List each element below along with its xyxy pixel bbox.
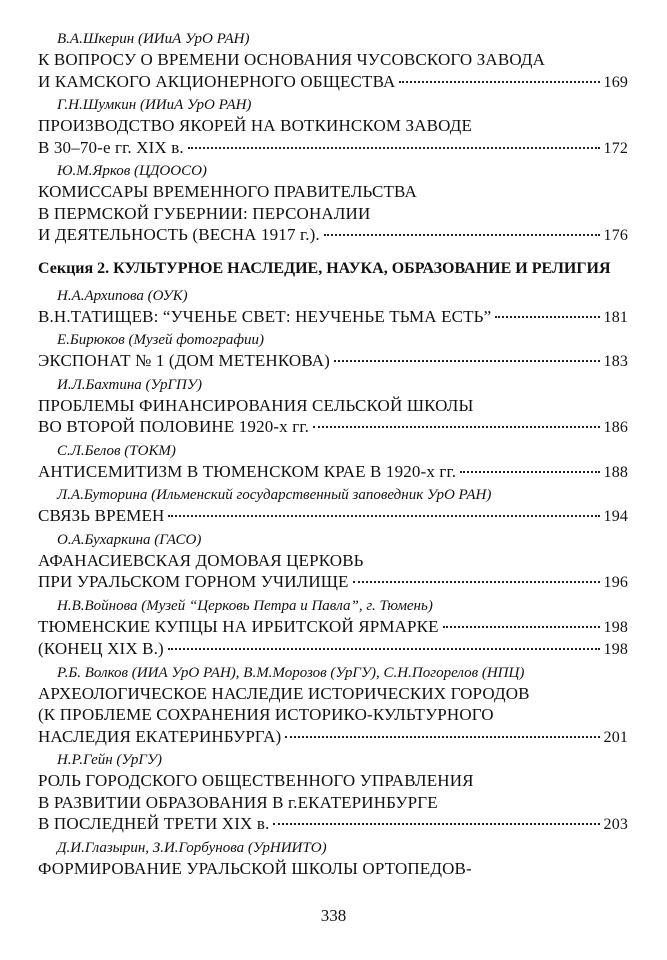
entry-title-text: ПРИ УРАЛЬСКОМ ГОРНОМ УЧИЛИЩЕ: [38, 572, 349, 591]
entry-author: В.А.Шкерин (ИИиА УрО РАН): [57, 31, 250, 47]
dot-leader: [188, 147, 600, 149]
entry-page-number: 198: [603, 641, 628, 658]
entry-title-line: [38, 71, 628, 94]
toc-entry: [38, 287, 628, 329]
entry-title-line: [38, 616, 628, 639]
dot-leader: [273, 823, 599, 825]
entry-title-line: [38, 350, 628, 373]
entry-title-line: ПРОБЛЕМЫ ФИНАНСИРОВАНИЯ СЕЛЬСКОЙ ШКОЛЫ: [38, 395, 474, 415]
entry-title-text: (КОНЕЦ XIX В.): [38, 639, 164, 658]
toc-entry: [38, 442, 628, 484]
entry-title-line: [38, 306, 628, 329]
entry-title-text: И КАМСКОГО АКЦИОНЕРНОГО ОБЩЕСТВА: [38, 71, 396, 91]
entry-title-text: И ДЕЯТЕЛЬНОСТЬ (ВЕСНА 1917 г.).: [38, 225, 320, 244]
dot-leader: [168, 515, 599, 517]
entry-title-line: В РАЗВИТИИ ОБРАЗОВАНИЯ В г.ЕКАТЕРИНБУРГЕ: [38, 792, 438, 812]
entry-author: Ю.М.Ярков (ЦДООСО): [57, 163, 207, 179]
entry-page-number: 203: [603, 816, 628, 833]
dot-leader: [324, 234, 600, 236]
entry-page-number: 198: [603, 618, 628, 636]
entry-page-number: 181: [603, 308, 628, 326]
dot-leader: [353, 581, 600, 583]
entry-title-text: В 30–70-е гг. XIX в.: [38, 137, 184, 157]
entry-title-line: КОМИССАРЫ ВРЕМЕННОГО ПРАВИТЕЛЬСТВА: [38, 182, 417, 201]
entry-title-line: АФАНАСИЕВСКАЯ ДОМОВАЯ ЦЕРКОВЬ: [38, 550, 364, 570]
entry-title-line: [38, 137, 628, 160]
entry-title-line: К ВОПРОСУ О ВРЕМЕНИ ОСНОВАНИЯ ЧУСОВСКОГО ЗАВОДА: [38, 50, 546, 69]
entry-title-line: [38, 505, 628, 528]
entry-title-text: В.Н.ТАТИЩЕВ: “УЧЕНЬЕ СВЕТ: НЕУЧЕНЬЕ ТЬМА ЕСТЬ”: [38, 306, 492, 326]
entry-title-line: ПРОИЗВОДСТВО ЯКОРЕЙ НА ВОТКИНСКОМ ЗАВОДЕ: [38, 116, 472, 135]
entry-page-number: 169: [603, 73, 628, 91]
entry-title-line: В ПЕРМСКОЙ ГУБЕРНИИ: ПЕРСОНАЛИИ: [38, 203, 371, 223]
toc-entry: [38, 638, 628, 661]
entry-title-text: НАСЛЕДИЯ ЕКАТЕРИНБУРГА): [38, 726, 282, 746]
toc-entry: [38, 486, 628, 528]
entry-title-line: [38, 813, 628, 836]
entry-page-number: 172: [603, 139, 628, 157]
entry-page-number: 194: [603, 508, 628, 525]
entry-title-line: (К ПРОБЛЕМЕ СОХРАНЕНИЯ ИСТОРИКО-КУЛЬТУРНОГО: [38, 705, 494, 724]
entry-page-number: 176: [603, 227, 628, 244]
dot-leader: [443, 626, 600, 628]
entry-author: О.А.Бухаркина (ГАСО): [57, 531, 202, 548]
toc-entry: [38, 162, 628, 247]
entry-author: С.Л.Белов (ТОКМ): [57, 442, 176, 459]
entry-title-text: АНТИСЕМИТИЗМ В ТЮМЕНСКОМ КРАЕ В 1920-х гг.: [38, 461, 457, 481]
entry-author: Н.В.Войнова (Музей “Церковь Петра и Павла”, г. Тюмень): [57, 597, 433, 614]
dot-leader: [168, 648, 600, 650]
entry-page-number: 188: [603, 463, 628, 481]
toc-entry: [38, 376, 628, 439]
entry-page-number: 201: [603, 728, 628, 746]
entry-author: Е.Бирюков (Музей фотографии): [57, 332, 265, 348]
dot-leader: [399, 81, 599, 83]
dot-leader: [460, 471, 599, 473]
entry-title-line: ФОРМИРОВАНИЕ УРАЛЬСКОЙ ШКОЛЫ ОРТОПЕДОВ-: [38, 858, 472, 878]
dot-leader: [313, 426, 600, 428]
section-heading: Секция 2. КУЛЬТУРНОЕ НАСЛЕДИЕ, НАУКА, ОБРАЗОВАНИЕ И РЕЛИГИЯ: [38, 259, 611, 277]
toc-entry: [38, 839, 628, 880]
entry-author: Г.Н.Шумкин (ИИиА УрО РАН): [57, 97, 252, 113]
toc-entry: [38, 664, 628, 749]
entry-title-line: [38, 224, 628, 247]
entry-title-line: [38, 416, 628, 439]
entry-page-number: 186: [603, 419, 628, 436]
toc-entries-section-1: [38, 30, 628, 247]
page-number: 338: [320, 906, 347, 925]
toc-entry: [38, 751, 628, 836]
entry-author: Н.А.Архипова (ОУК): [57, 287, 188, 304]
entry-page-number: 183: [603, 353, 628, 370]
entry-author: Р.Б. Волков (ИИА УрО РАН), В.М.Морозов (УрГУ), С.Н.Погорелов (НПЦ): [57, 664, 525, 681]
table-of-contents: [38, 27, 628, 879]
toc-entry: [38, 30, 628, 93]
entry-title-line: РОЛЬ ГОРОДСКОГО ОБЩЕСТВЕННОГО УПРАВЛЕНИЯ: [38, 771, 474, 790]
entry-title-line: [38, 571, 628, 594]
entry-title-text: ТЮМЕНСКИЕ КУПЦЫ НА ИРБИТСКОЙ ЯРМАРКЕ: [38, 616, 439, 636]
entry-title-line: АРХЕОЛОГИЧЕСКОЕ НАСЛЕДИЕ ИСТОРИЧЕСКИХ ГОРОДОВ: [38, 683, 530, 703]
entry-title-line: [38, 726, 628, 749]
entry-title-text: ВО ВТОРОЙ ПОЛОВИНЕ 1920-х гг.: [38, 417, 309, 436]
entry-page-number: 196: [603, 574, 628, 591]
entry-title-line: [38, 461, 628, 484]
dot-leader: [285, 736, 599, 738]
toc-entry: [38, 597, 628, 639]
toc-entry: [38, 96, 628, 159]
toc-entries-section-2: [38, 287, 628, 880]
entry-author: И.Л.Бахтина (УрГПУ): [57, 376, 202, 393]
toc-entry: [38, 531, 628, 594]
entry-title-text: СВЯЗЬ ВРЕМЕН: [38, 506, 165, 525]
entry-title-line: [38, 638, 628, 661]
entry-author: Н.Р.Гейн (УрГУ): [57, 752, 163, 768]
entry-author: Д.И.Глазырин, З.И.Горбунова (УрНИИТО): [57, 839, 327, 856]
entry-title-text: ЭКСПОНАТ № 1 (ДОМ МЕТЕНКОВА): [38, 351, 330, 370]
entry-title-text: В ПОСЛЕДНЕЙ ТРЕТИ XIX в.: [38, 814, 270, 833]
toc-entry: [38, 331, 628, 373]
dot-leader: [334, 360, 600, 362]
dot-leader: [495, 316, 599, 318]
entry-author: Л.А.Буторина (Ильменский государственный заповедник УрО РАН): [57, 487, 492, 503]
